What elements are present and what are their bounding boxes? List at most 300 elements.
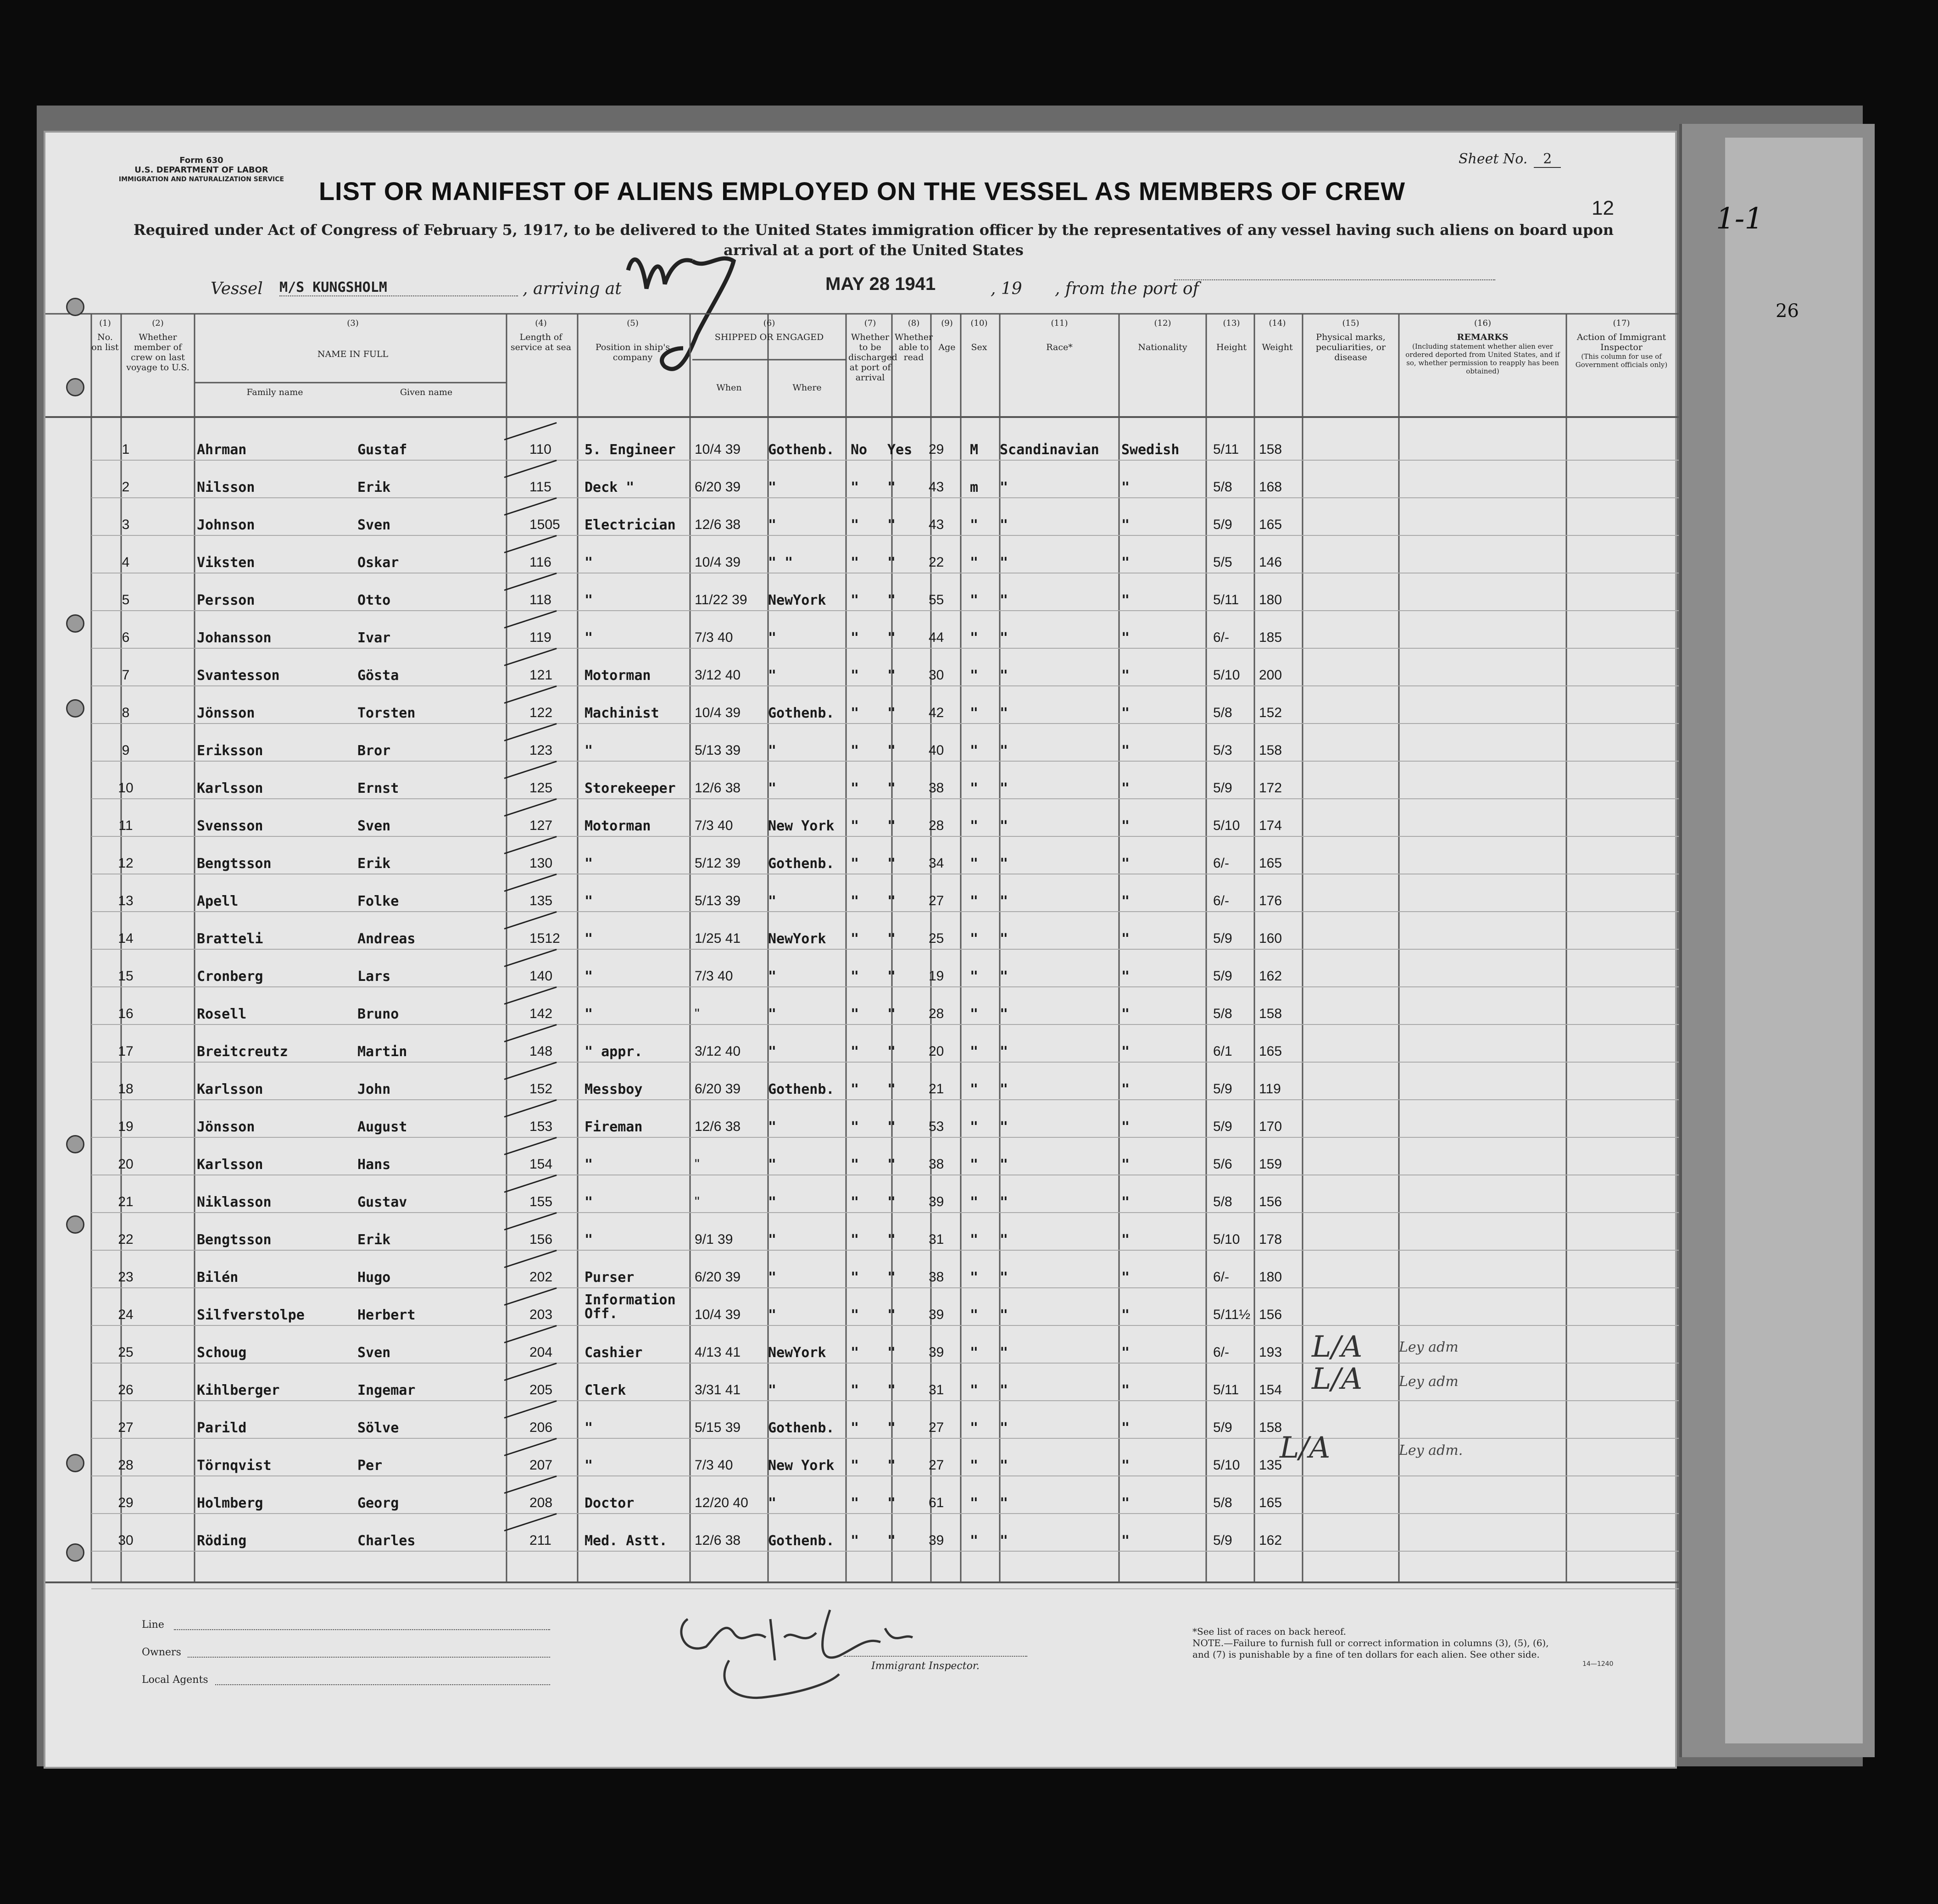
col-header-action: (17) Action of Immigrant Inspector (This column for use of Government officials only) bbox=[1575, 318, 1668, 369]
cell-where: " bbox=[768, 893, 777, 909]
cell-where: Gothenb. bbox=[768, 705, 835, 721]
cell-nationality: " bbox=[1121, 1533, 1130, 1549]
cell-nationality: " bbox=[1121, 1307, 1130, 1323]
cell-where: " bbox=[768, 1307, 777, 1323]
cell-weight: 158 bbox=[1259, 743, 1282, 758]
cell-age: 21 bbox=[929, 1081, 944, 1097]
cell-where: " bbox=[768, 1495, 777, 1511]
table-row bbox=[45, 1179, 1679, 1215]
cell-sex: " bbox=[970, 555, 979, 571]
cell-age: 43 bbox=[929, 479, 944, 495]
punch-hole bbox=[66, 298, 84, 316]
cell-nationality: " bbox=[1121, 743, 1130, 759]
cell-sex: " bbox=[970, 517, 979, 533]
cell-no: 28 bbox=[118, 1458, 134, 1473]
cell-family: Persson bbox=[197, 592, 255, 608]
cell-race: " bbox=[1000, 893, 1008, 909]
cell-race: " bbox=[1000, 856, 1008, 872]
cell-race: " bbox=[1000, 1081, 1008, 1097]
cell-age: 27 bbox=[929, 1420, 944, 1435]
cell-family: Niklasson bbox=[197, 1194, 272, 1210]
cell-service: 202 bbox=[529, 1269, 553, 1285]
cell-discharged: " bbox=[851, 517, 859, 533]
cell-height: 6/1 bbox=[1213, 1044, 1232, 1059]
cell-nationality: " bbox=[1121, 1081, 1130, 1097]
cell-height: 5/9 bbox=[1213, 969, 1232, 984]
cell-no: 17 bbox=[118, 1044, 134, 1059]
cell-age: 38 bbox=[929, 1269, 944, 1285]
cell-age: 61 bbox=[929, 1495, 944, 1510]
cell-sex: m bbox=[970, 479, 979, 495]
department: U.S. DEPARTMENT OF LABOR bbox=[134, 165, 268, 175]
cell-read: " bbox=[887, 1006, 896, 1022]
cell-where: " bbox=[768, 743, 777, 759]
cell-when: 10/4 39 bbox=[695, 705, 741, 720]
cell-when: 12/6 38 bbox=[695, 1119, 741, 1134]
cell-age: 31 bbox=[929, 1382, 944, 1397]
cell-weight: 156 bbox=[1259, 1194, 1282, 1209]
cell-height: 6/- bbox=[1213, 630, 1230, 645]
cell-nationality: " bbox=[1121, 1006, 1130, 1022]
cell-given: Bruno bbox=[357, 1006, 399, 1022]
subtitle: Required under Act of Congress of February 5, 1917, to be delivered to the United States immigration officer by the representatives of any vessel having such aliens on board upon arrival at a port of the United States bbox=[134, 221, 1614, 259]
remark: Ley adm bbox=[1399, 1374, 1459, 1390]
cell-when: 5/15 39 bbox=[695, 1420, 741, 1435]
col-header-position: (5) Position in ship's company bbox=[595, 318, 670, 362]
table-row bbox=[45, 1404, 1679, 1441]
cell-sex: " bbox=[970, 1458, 979, 1474]
cell-race: " bbox=[1000, 780, 1008, 796]
cell-read: " bbox=[887, 1495, 896, 1511]
cell-race: " bbox=[1000, 931, 1008, 947]
cell-family: Jönsson bbox=[197, 705, 255, 721]
background-sheet bbox=[1725, 138, 1863, 1743]
cell-given: Gustav bbox=[357, 1194, 407, 1210]
cell-sex: " bbox=[970, 780, 979, 796]
cell-height: 5/5 bbox=[1213, 555, 1232, 570]
cell-service: 1512 bbox=[529, 931, 560, 946]
cell-service: 142 bbox=[529, 1006, 553, 1021]
cell-sex: " bbox=[970, 1194, 979, 1210]
cell-service: 118 bbox=[529, 592, 551, 607]
cell-nationality: " bbox=[1121, 1382, 1130, 1398]
cell-height: 5/3 bbox=[1213, 743, 1232, 758]
cell-age: 39 bbox=[929, 1533, 944, 1548]
cell-height: 5/11 bbox=[1213, 592, 1239, 607]
cell-given: Ivar bbox=[357, 630, 391, 646]
cell-read: " bbox=[887, 1533, 896, 1549]
cell-sex: " bbox=[970, 1006, 979, 1022]
cell-no: 15 bbox=[118, 969, 134, 984]
cell-discharged: " bbox=[851, 1194, 859, 1210]
cell-family: Bratteli bbox=[197, 931, 263, 947]
cell-when: 3/12 40 bbox=[695, 1044, 741, 1059]
cell-family: Silfverstolpe bbox=[197, 1307, 305, 1323]
table-row bbox=[45, 1141, 1679, 1178]
year-label: , 19 bbox=[991, 279, 1022, 298]
cell-discharged: " bbox=[851, 1157, 859, 1173]
table-row bbox=[45, 1254, 1679, 1291]
cell-sex: " bbox=[970, 1157, 979, 1173]
cell-sex: " bbox=[970, 743, 979, 759]
cell-weight: 135 bbox=[1259, 1458, 1282, 1473]
cell-weight: 119 bbox=[1259, 1081, 1281, 1097]
cell-read: " bbox=[887, 1081, 896, 1097]
cell-given: Erik bbox=[357, 479, 391, 495]
cell-position: " bbox=[585, 931, 593, 947]
cell-given: Oskar bbox=[357, 555, 399, 571]
cell-height: 5/8 bbox=[1213, 479, 1232, 495]
cell-read: " bbox=[887, 1119, 896, 1135]
cell-given: Otto bbox=[357, 592, 391, 608]
cell-discharged: " bbox=[851, 1269, 859, 1286]
cell-given: Erik bbox=[357, 856, 391, 872]
cell-where: Gothenb. bbox=[768, 442, 835, 458]
cell-weight: 158 bbox=[1259, 442, 1282, 457]
cell-where: NewYork bbox=[768, 1345, 826, 1361]
cell-where: " " bbox=[768, 555, 793, 571]
cell-age: 53 bbox=[929, 1119, 944, 1134]
cell-where: " bbox=[768, 668, 777, 684]
cell-where: " bbox=[768, 1119, 777, 1135]
cell-nationality: " bbox=[1121, 1194, 1130, 1210]
col-header-sex: (10) Sex bbox=[970, 318, 988, 352]
cell-discharged: " bbox=[851, 1044, 859, 1060]
cell-when: 7/3 40 bbox=[695, 969, 733, 984]
cell-given: Georg bbox=[357, 1495, 399, 1511]
col-header-service: (4) Length of service at sea bbox=[510, 318, 572, 352]
cell-read: " bbox=[887, 1269, 896, 1286]
cell-weight: 172 bbox=[1259, 780, 1282, 796]
cell-sex: " bbox=[970, 1232, 979, 1248]
cell-when: 12/6 38 bbox=[695, 780, 741, 796]
cell-sex: " bbox=[970, 1044, 979, 1060]
cell-race: " bbox=[1000, 1044, 1008, 1060]
cell-where: " bbox=[768, 969, 777, 985]
cell-age: 25 bbox=[929, 931, 944, 946]
cell-sex: " bbox=[970, 1495, 979, 1511]
cell-race: " bbox=[1000, 1119, 1008, 1135]
cell-given: Bror bbox=[357, 743, 391, 759]
table-row bbox=[45, 614, 1679, 651]
cell-sex: M bbox=[970, 442, 979, 458]
cell-height: 5/10 bbox=[1213, 1232, 1240, 1247]
cell-height: 5/11 bbox=[1213, 442, 1239, 457]
col-header-last-voyage: (2) Whether member of crew on last voyage to U.S. bbox=[126, 318, 189, 373]
cell-race: " bbox=[1000, 1458, 1008, 1474]
col-header-shipped: (6) SHIPPED OR ENGAGED When Where bbox=[714, 318, 824, 393]
cell-position: Purser bbox=[585, 1269, 635, 1286]
col-header-remarks: (16) REMARKS (Including statement whether alien ever ordered deported from United States, and if so, whether permission to reapply has been obtained) bbox=[1405, 318, 1560, 375]
cell-read: " bbox=[887, 969, 896, 985]
cell-position: " bbox=[585, 743, 593, 759]
table-row bbox=[45, 501, 1679, 538]
page-title: LIST OR MANIFEST OF ALIENS EMPLOYED ON THE VESSEL AS MEMBERS OF CREW bbox=[318, 177, 1406, 206]
remark: Ley adm. bbox=[1399, 1442, 1463, 1459]
cell-height: 5/9 bbox=[1213, 1533, 1232, 1548]
cell-when: 12/6 38 bbox=[695, 1533, 741, 1548]
cell-family: Nilsson bbox=[197, 479, 255, 495]
physical-mark: L/A bbox=[1312, 1330, 1363, 1364]
cell-given: August bbox=[357, 1119, 407, 1135]
cell-weight: 156 bbox=[1259, 1307, 1282, 1322]
cell-when: 12/20 40 bbox=[695, 1495, 748, 1510]
cell-no: 1 bbox=[122, 442, 130, 457]
cell-position: " bbox=[585, 1157, 593, 1173]
cell-discharged: " bbox=[851, 1458, 859, 1474]
cell-where: Gothenb. bbox=[768, 856, 835, 872]
cell-weight: 165 bbox=[1259, 1495, 1282, 1510]
cell-when: 9/1 39 bbox=[695, 1232, 733, 1247]
cell-race: " bbox=[1000, 517, 1008, 533]
cell-discharged: No bbox=[851, 442, 868, 458]
cell-height: 5/9 bbox=[1213, 1119, 1232, 1134]
cell-position: " bbox=[585, 1458, 593, 1474]
arriving-label: , arriving at bbox=[523, 279, 622, 298]
cell-height: 6/- bbox=[1213, 856, 1230, 871]
cell-race: " bbox=[1000, 1307, 1008, 1323]
cell-given: Ingemar bbox=[357, 1382, 416, 1398]
table-row bbox=[45, 1028, 1679, 1065]
table-row bbox=[45, 1292, 1679, 1328]
cell-sex: " bbox=[970, 1081, 979, 1097]
cell-nationality: " bbox=[1121, 780, 1130, 796]
col-header-read: (8) Whether able to read bbox=[894, 318, 933, 362]
punch-hole bbox=[66, 614, 84, 633]
col-header-physical-marks: (15) Physical marks, peculiarities, or disease bbox=[1315, 318, 1386, 362]
cell-no: 16 bbox=[118, 1006, 134, 1021]
cell-position: " bbox=[585, 1194, 593, 1210]
cell-weight: 165 bbox=[1259, 1044, 1282, 1059]
table-row bbox=[45, 539, 1679, 576]
cell-weight: 165 bbox=[1259, 517, 1282, 532]
cell-read: " bbox=[887, 1420, 896, 1436]
table-row bbox=[45, 426, 1679, 463]
footnote bbox=[1192, 1626, 1569, 1660]
form-number: Form 630 bbox=[179, 156, 223, 165]
cell-weight: 162 bbox=[1259, 1533, 1282, 1548]
cell-given: Erik bbox=[357, 1232, 391, 1248]
cell-discharged: " bbox=[851, 743, 859, 759]
cell-height: 5/10 bbox=[1213, 668, 1240, 683]
cell-weight: 159 bbox=[1259, 1157, 1282, 1172]
form-code: 14—1240 bbox=[1582, 1660, 1614, 1668]
cell-read: " bbox=[887, 1458, 896, 1474]
cell-family: Schoug bbox=[197, 1345, 247, 1361]
cell-sex: " bbox=[970, 818, 979, 834]
cell-nationality: " bbox=[1121, 592, 1130, 608]
table-row bbox=[45, 1480, 1679, 1516]
cell-no: 30 bbox=[118, 1533, 134, 1548]
col-header-no: (1) No. on list bbox=[91, 318, 119, 352]
cell-race: " bbox=[1000, 1382, 1008, 1398]
cell-height: 6/- bbox=[1213, 1345, 1230, 1360]
cell-discharged: " bbox=[851, 1232, 859, 1248]
cell-no: 2 bbox=[122, 479, 130, 495]
table-row bbox=[45, 652, 1679, 689]
cell-service: 123 bbox=[529, 743, 553, 758]
cell-service: 152 bbox=[529, 1081, 553, 1097]
cell-race: " bbox=[1000, 743, 1008, 759]
cell-position: " bbox=[585, 592, 593, 608]
cell-given: Herbert bbox=[357, 1307, 416, 1323]
cell-family: Karlsson bbox=[197, 1157, 263, 1173]
cell-sex: " bbox=[970, 592, 979, 608]
cell-position: " bbox=[585, 893, 593, 909]
cell-where: " bbox=[768, 630, 777, 646]
cell-read: " bbox=[887, 1157, 896, 1173]
cell-height: 5/8 bbox=[1213, 1194, 1232, 1209]
cell-service: 203 bbox=[529, 1307, 553, 1322]
cell-discharged: " bbox=[851, 818, 859, 834]
col-header-race: (11) Race* bbox=[1046, 318, 1073, 352]
cell-discharged: " bbox=[851, 856, 859, 872]
cell-when: " bbox=[695, 1006, 700, 1021]
cell-given: Torsten bbox=[357, 705, 416, 721]
cell-service: 122 bbox=[529, 705, 553, 720]
cell-nationality: " bbox=[1121, 1458, 1130, 1474]
cell-weight: 165 bbox=[1259, 856, 1282, 871]
col-header-weight: (14) Weight bbox=[1262, 318, 1293, 352]
col-header-nationality: (12) Nationality bbox=[1138, 318, 1187, 352]
cell-position: Med. Astt. bbox=[585, 1533, 668, 1549]
cell-when: 3/12 40 bbox=[695, 668, 741, 683]
cell-when: 11/22 39 bbox=[695, 592, 747, 607]
cell-position: Electrician bbox=[585, 517, 676, 533]
cell-service: 206 bbox=[529, 1420, 553, 1435]
col-header-discharged: (7) Whether to be discharged at port of arrival bbox=[848, 318, 897, 383]
cell-when: 5/12 39 bbox=[695, 856, 741, 871]
cell-where: " bbox=[768, 517, 777, 533]
cell-age: 34 bbox=[929, 856, 944, 871]
table-row bbox=[45, 1517, 1679, 1554]
punch-hole bbox=[66, 1215, 84, 1234]
cell-age: 40 bbox=[929, 743, 944, 758]
cell-family: Törnqvist bbox=[197, 1458, 272, 1474]
punch-hole bbox=[66, 699, 84, 718]
cell-race: " bbox=[1000, 1533, 1008, 1549]
cell-nationality: " bbox=[1121, 517, 1130, 533]
cell-height: 5/11 bbox=[1213, 1382, 1239, 1397]
cell-no: 27 bbox=[118, 1420, 134, 1435]
cell-given: Andreas bbox=[357, 931, 416, 947]
cell-discharged: " bbox=[851, 1006, 859, 1022]
cell-height: 6/- bbox=[1213, 893, 1230, 908]
cell-no: 24 bbox=[118, 1307, 134, 1322]
cell-height: 5/8 bbox=[1213, 705, 1232, 720]
cell-service: 127 bbox=[529, 818, 553, 833]
cell-weight: 158 bbox=[1259, 1006, 1282, 1021]
cell-race: " bbox=[1000, 592, 1008, 608]
cell-race: " bbox=[1000, 668, 1008, 684]
table-row bbox=[45, 878, 1679, 914]
cell-race: " bbox=[1000, 818, 1008, 834]
date-stamp: MAY 28 1941 bbox=[825, 274, 936, 294]
table-row bbox=[45, 464, 1679, 501]
cell-read: " bbox=[887, 818, 896, 834]
cell-when: 5/13 39 bbox=[695, 743, 741, 758]
cell-given: Hans bbox=[357, 1157, 391, 1173]
inspector-signature bbox=[665, 1592, 940, 1711]
cell-where: New York bbox=[768, 818, 835, 834]
cell-family: Johnson bbox=[197, 517, 255, 533]
cell-given: Sven bbox=[357, 1345, 391, 1361]
cell-nationality: " bbox=[1121, 1420, 1130, 1436]
cell-when: 3/31 41 bbox=[695, 1382, 741, 1397]
cell-where: NewYork bbox=[768, 592, 826, 608]
cell-given: Sölve bbox=[357, 1420, 399, 1436]
cell-weight: 168 bbox=[1259, 479, 1282, 495]
cell-nationality: " bbox=[1121, 856, 1130, 872]
cell-sex: " bbox=[970, 630, 979, 646]
cell-read: " bbox=[887, 1044, 896, 1060]
cell-discharged: " bbox=[851, 1119, 859, 1135]
table-row bbox=[45, 1103, 1679, 1140]
cell-nationality: Swedish bbox=[1121, 442, 1180, 458]
cell-where: Gothenb. bbox=[768, 1533, 835, 1549]
cell-where: " bbox=[768, 1269, 777, 1286]
cell-discharged: " bbox=[851, 893, 859, 909]
cell-no: 26 bbox=[118, 1382, 134, 1397]
cell-no: 5 bbox=[122, 592, 130, 607]
cell-no: 18 bbox=[118, 1081, 134, 1097]
cell-discharged: " bbox=[851, 1495, 859, 1511]
cell-discharged: " bbox=[851, 1345, 859, 1361]
cell-service: 208 bbox=[529, 1495, 553, 1510]
cell-position: Motorman bbox=[585, 668, 651, 684]
inspector-label: Immigrant Inspector. bbox=[871, 1660, 980, 1672]
cell-age: 39 bbox=[929, 1307, 944, 1322]
cell-nationality: " bbox=[1121, 479, 1130, 495]
cell-position: Fireman bbox=[585, 1119, 643, 1135]
cell-when: " bbox=[695, 1194, 700, 1209]
cell-age: 55 bbox=[929, 592, 944, 607]
cell-service: 116 bbox=[529, 555, 551, 570]
cell-no: 13 bbox=[118, 893, 134, 908]
cell-position: Doctor bbox=[585, 1495, 635, 1511]
cell-read: " bbox=[887, 1232, 896, 1248]
physical-mark: L/A bbox=[1280, 1431, 1331, 1465]
cell-weight: 180 bbox=[1259, 1269, 1282, 1285]
cell-race: " bbox=[1000, 1269, 1008, 1286]
cell-weight: 160 bbox=[1259, 931, 1282, 946]
cell-sex: " bbox=[970, 969, 979, 985]
vessel-line bbox=[45, 274, 1679, 302]
cell-family: Ahrman bbox=[197, 442, 247, 458]
cell-given: Charles bbox=[357, 1533, 416, 1549]
cell-service: 125 bbox=[529, 780, 553, 796]
cell-when: 4/13 41 bbox=[695, 1345, 741, 1360]
cell-race: " bbox=[1000, 1157, 1008, 1173]
cell-position: Messboy bbox=[585, 1081, 643, 1097]
cell-age: 38 bbox=[929, 780, 944, 796]
cell-given: Sven bbox=[357, 818, 391, 834]
cell-given: Per bbox=[357, 1458, 383, 1474]
cell-position: " bbox=[585, 555, 593, 571]
cell-read: " bbox=[887, 1345, 896, 1361]
cell-age: 42 bbox=[929, 705, 944, 720]
cell-race: " bbox=[1000, 1495, 1008, 1511]
cell-height: 5/9 bbox=[1213, 931, 1232, 946]
cell-nationality: " bbox=[1121, 668, 1130, 684]
cell-age: 27 bbox=[929, 1458, 944, 1473]
cell-where: " bbox=[768, 1044, 777, 1060]
cell-position: " bbox=[585, 1420, 593, 1436]
table-row bbox=[45, 765, 1679, 802]
cell-sex: " bbox=[970, 1382, 979, 1398]
tally-mark bbox=[504, 422, 557, 440]
cell-height: 5/8 bbox=[1213, 1006, 1232, 1021]
